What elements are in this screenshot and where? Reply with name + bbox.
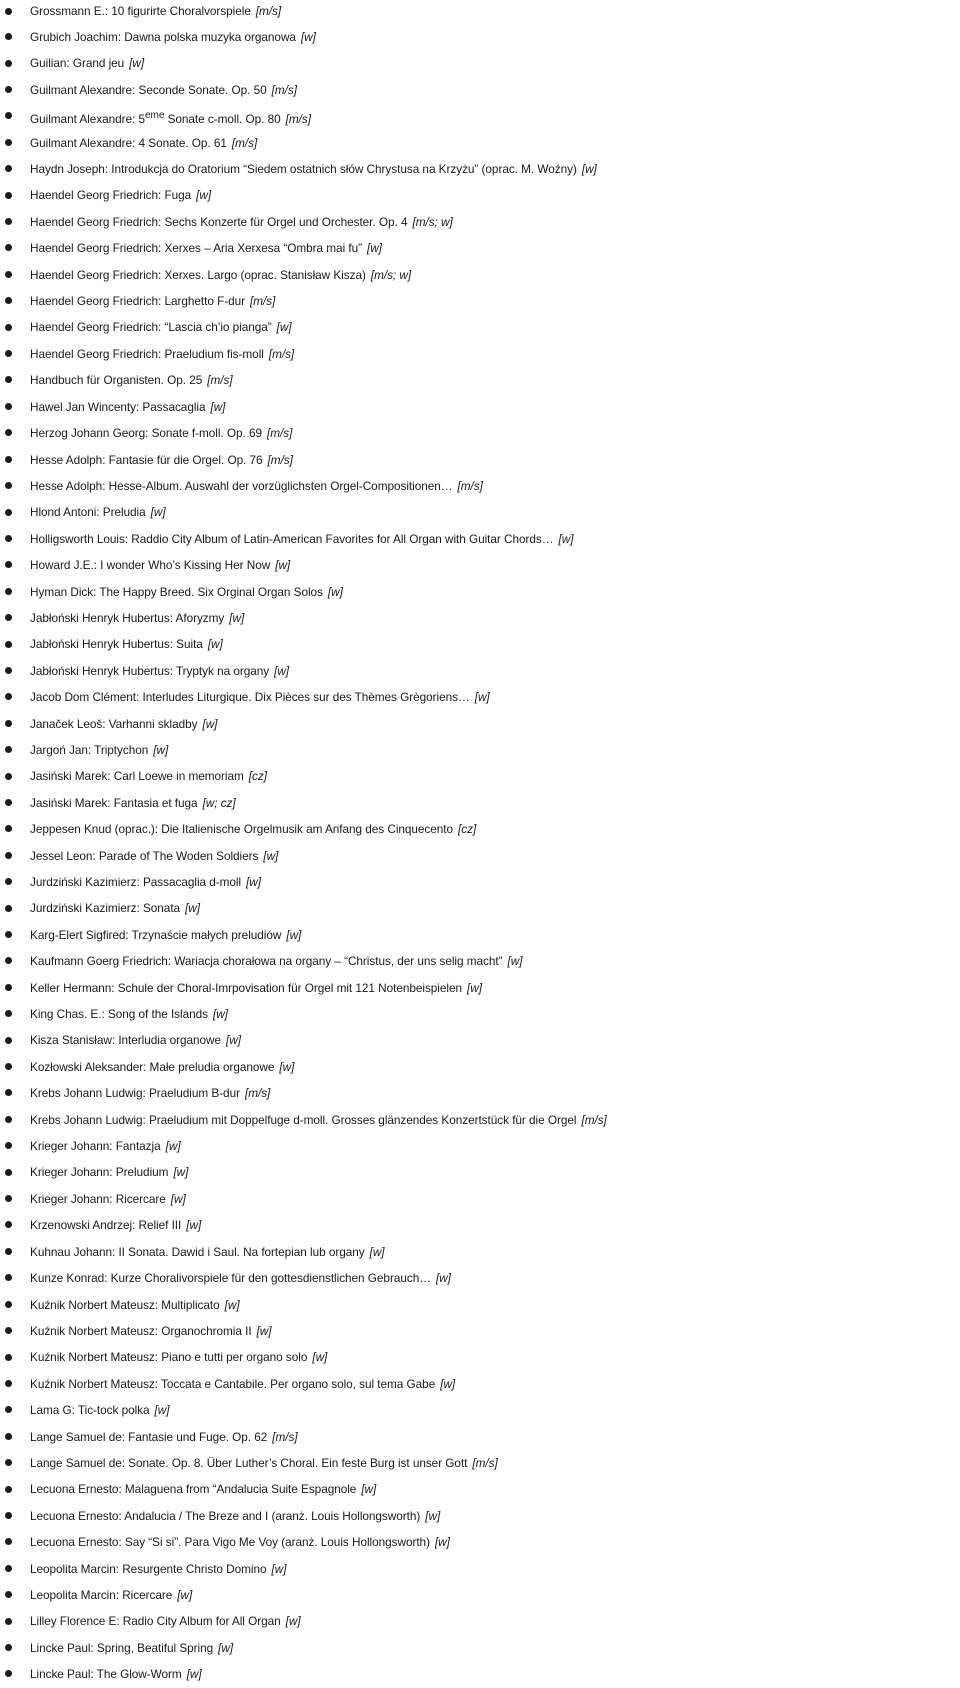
entry-title: Haendel Georg Friedrich: Larghetto F-dur	[30, 294, 246, 309]
entry-title: Leopolita Marcin: Resurgente Christo Domino	[30, 1561, 267, 1576]
entry-title: Krzenowski Andrzej: Relief III	[30, 1218, 182, 1233]
bullet-icon	[5, 641, 12, 648]
bullet-icon	[5, 1618, 12, 1625]
bullet-icon	[5, 324, 12, 331]
entry-title: Krebs Johann Ludwig: Praeludium B-dur	[30, 1086, 240, 1101]
entry-title: Jargoń Jan: Triptychon	[30, 742, 149, 757]
entry-title: Haendel Georg Friedrich: “Lascia ch’io pianga”	[30, 320, 272, 335]
list-item	[0, 314, 960, 340]
entry-title: Lange Samuel de: Fantasie und Fuge. Op. 62	[30, 1429, 268, 1444]
list-item	[0, 394, 960, 420]
list-item	[0, 1556, 960, 1582]
entry-format-tag: [m/s]	[457, 478, 483, 493]
entry-title: Lecuona Ernesto: Andalucia / The Breze and I (aranż. Louis Hollongsworth)	[30, 1508, 421, 1523]
bullet-icon	[5, 1327, 12, 1334]
entry-title: Lincke Paul: Spring, Beatiful Spring	[30, 1640, 214, 1655]
entry-format-tag: [w]	[186, 1218, 202, 1233]
list-item	[0, 684, 960, 710]
entry-format-tag: [w; cz]	[202, 795, 236, 810]
list-item	[0, 1529, 960, 1555]
list-item	[0, 77, 960, 103]
entry-format-tag: [w]	[224, 1297, 240, 1312]
list-item	[0, 1186, 960, 1212]
entry-format-tag: [w]	[129, 56, 145, 71]
bullet-icon	[5, 1195, 12, 1202]
bullet-icon	[5, 799, 12, 806]
list-item	[0, 1054, 960, 1080]
list-item	[0, 843, 960, 869]
bullet-icon	[5, 297, 12, 304]
bullet-icon	[5, 773, 12, 780]
entry-format-tag: [w]	[366, 241, 382, 256]
entry-format-tag: [w]	[440, 1376, 456, 1391]
list-item	[0, 1318, 960, 1344]
entry-title: Jabłoński Henryk Hubertus: Tryptyk na organy	[30, 663, 270, 678]
list-item	[0, 526, 960, 552]
bullet-icon	[5, 244, 12, 251]
entry-format-tag: [m/s]	[271, 82, 297, 97]
entry-format-tag: [m/s]	[272, 1429, 298, 1444]
entry-format-tag: [m/s]	[285, 112, 311, 127]
bullet-icon	[5, 1169, 12, 1176]
list-item	[0, 262, 960, 288]
entry-format-tag: [w]	[202, 716, 218, 731]
bullet-icon	[5, 720, 12, 727]
list-item	[0, 1582, 960, 1608]
bullet-icon	[5, 746, 12, 753]
list-item	[0, 367, 960, 393]
entry-title: Kuźnik Norbert Mateusz: Organochromia II	[30, 1323, 252, 1338]
list-item	[0, 235, 960, 261]
bullet-icon	[5, 1459, 12, 1466]
entry-format-tag: [cz]	[458, 822, 477, 837]
entry-title: Jurdziński Kazimierz: Sonata	[30, 901, 181, 916]
entry-format-tag: [w]	[153, 742, 169, 757]
list-item	[0, 130, 960, 156]
bullet-icon	[5, 1063, 12, 1070]
entry-title: Guilmant Alexandre: 5	[30, 112, 146, 127]
entry-format-tag: [w]	[276, 320, 292, 335]
list-item	[0, 24, 960, 50]
entry-title: Krebs Johann Ludwig: Praeludium mit Doppelfuge d-moll. Grosses glänzendes Konzertstück für die Orgel	[30, 1112, 577, 1127]
entry-title: Haendel Georg Friedrich: Xerxes – Aria Xerxesa “Ombra mai fu”	[30, 241, 362, 256]
entry-title: Guilmant Alexandre: 4 Sonate. Op. 61	[30, 135, 227, 150]
entry-format-tag: [w]	[275, 558, 291, 573]
entry-title: Guilmant Alexandre: Seconde Sonate. Op. 50	[30, 82, 267, 97]
bullet-icon	[5, 1010, 12, 1017]
entry-format-tag: [m/s]	[207, 373, 233, 388]
bullet-icon	[5, 1248, 12, 1255]
entry-title: Kunze Konrad: Kurze Choralivorspiele für den gottesdienstlichen Gebrauch…	[30, 1271, 431, 1286]
entry-format-tag: [m/s]	[250, 294, 276, 309]
bullet-icon	[5, 403, 12, 410]
entry-title: Haendel Georg Friedrich: Sechs Konzerte für Orgel und Orchester. Op. 4	[30, 214, 408, 229]
list-item	[0, 605, 960, 631]
bullet-icon	[5, 1591, 12, 1598]
bullet-icon	[5, 1433, 12, 1440]
entry-format-tag: [m/s]	[267, 426, 293, 441]
bullet-icon	[5, 984, 12, 991]
entry-title: Kaufmann Goerg Friedrich: Wariacja chorałowa na organy – “Christus, der uns selig macht”	[30, 954, 503, 969]
entry-title: Jessel Leon: Parade of The Woden Soldiers	[30, 848, 259, 863]
entry-format-tag: [w]	[185, 901, 200, 916]
entry-format-tag: [w]	[435, 1271, 451, 1286]
list-item	[0, 579, 960, 605]
list-item	[0, 156, 960, 182]
bullet-icon	[5, 693, 12, 700]
entry-title: Jabłoński Henryk Hubertus: Aforyzmy	[30, 610, 225, 625]
list-item	[0, 1001, 960, 1027]
entry-title: Jabłoński Henryk Hubertus: Suita	[30, 637, 203, 652]
entry-title: Kisza Stanisław: Interludia organowe	[30, 1033, 221, 1048]
entry-format-tag: [m/s]	[231, 135, 258, 150]
entry-format-tag: [w]	[226, 1033, 241, 1048]
bullet-icon	[5, 1670, 12, 1677]
list-item	[0, 1371, 960, 1397]
entry-format-tag: [m/s]	[267, 452, 293, 467]
entry-format-tag: [w]	[507, 954, 523, 969]
bullet-icon	[5, 1538, 12, 1545]
bullet-icon	[5, 1406, 12, 1413]
entry-title: Jasiński Marek: Carl Loewe in memoriam	[30, 769, 244, 784]
entry-format-tag: [w]	[210, 399, 226, 414]
list-item	[0, 473, 960, 499]
entry-title: Holligsworth Louis: Raddio City Album of Latin-American Favorites for All Organ with Guitar Chords…	[30, 531, 554, 546]
bullet-icon	[5, 667, 12, 674]
entry-format-tag: [w]	[263, 848, 279, 863]
entry-format-tag: [w]	[186, 1667, 202, 1682]
entry-title: Kuhnau Johann: II Sonata. Dawid i Saul. Na fortepian lub organy	[30, 1244, 365, 1259]
entry-title: Grossmann E.: 10 figurirte Choralvorspiele	[30, 4, 251, 18]
entry-format-tag: [w]	[212, 1007, 228, 1022]
entry-format-tag: [w]	[369, 1244, 385, 1259]
entry-title: Grubich Joachim: Dawna polska muzyka organowa	[30, 30, 296, 44]
entry-title-continued: Sonate c-moll. Op. 80	[164, 112, 281, 127]
entry-title: Krieger Johann: Preludium	[30, 1165, 169, 1180]
entry-title: Haendel Georg Friedrich: Xerxes. Largo (oprac. Stanisław Kisza)	[30, 267, 366, 282]
entry-title: Lilley Florence E: Radio City Album for All Organ	[30, 1614, 281, 1629]
list-item	[0, 1397, 960, 1423]
list-item	[0, 763, 960, 789]
bullet-icon	[5, 1274, 12, 1281]
list-item	[0, 711, 960, 737]
list-item	[0, 1027, 960, 1053]
bullet-icon	[5, 192, 12, 199]
list-item	[0, 1424, 960, 1450]
entry-format-tag: [cz]	[248, 769, 267, 784]
entry-superscript: eme	[145, 110, 165, 122]
entry-format-tag: [m/s; w]	[370, 267, 412, 282]
entry-format-tag: [w]	[218, 1640, 234, 1655]
entry-title: Haendel Georg Friedrich: Fuga	[30, 188, 192, 203]
list-item	[0, 658, 960, 684]
list-item	[0, 948, 960, 974]
entry-title: Lecuona Ernesto: Say “Si si”. Para Vigo Me Voy (aranż. Louis Hollongsworth)	[30, 1535, 430, 1550]
list-item	[0, 552, 960, 578]
list-item	[0, 499, 960, 525]
list-item	[0, 420, 960, 446]
bullet-icon	[5, 825, 12, 832]
entry-title: Leopolita Marcin: Ricercare	[30, 1587, 173, 1602]
entry-format-tag: [w]	[165, 1139, 181, 1154]
entry-title: Handbuch für Organisten. Op. 25	[30, 373, 203, 388]
entry-title: Kuźnik Norbert Mateusz: Piano e tutti per organo solo	[30, 1350, 308, 1365]
list-item	[0, 1265, 960, 1291]
entry-title: Haendel Georg Friedrich: Praeludium fis-moll	[30, 346, 264, 361]
list-item	[0, 209, 960, 235]
entry-format-tag: [w]	[170, 1191, 186, 1206]
list-item	[0, 1608, 960, 1634]
entry-title: Kuźnik Norbert Mateusz: Multiplicato	[30, 1297, 220, 1312]
entry-title: Jacob Dom Clément: Interludes Liturgique. Dix Pièces sur des Thèmes Grègoriens…	[30, 690, 470, 705]
entry-format-tag: [w]	[154, 1403, 170, 1418]
list-item	[0, 103, 960, 129]
list-item	[0, 182, 960, 208]
entry-title: Lama G: Tic-tock polka	[30, 1403, 150, 1418]
entry-format-tag: [w]	[425, 1508, 441, 1523]
list-item	[0, 737, 960, 763]
bullet-icon	[5, 931, 12, 938]
list-item	[0, 288, 960, 314]
bullet-icon	[5, 1644, 12, 1651]
entry-format-tag: [m/s]	[581, 1112, 607, 1127]
bullet-icon	[5, 482, 12, 489]
entry-title: Lange Samuel de: Sonate. Op. 8. Über Luther’s Choral. Ein feste Burg ist unser Gott	[30, 1455, 468, 1470]
entry-format-tag: [m/s]	[472, 1455, 498, 1470]
entry-title: Hlond Antoni: Preludia	[30, 505, 146, 520]
entry-format-tag: [w]	[246, 875, 262, 889]
entry-format-tag: [w]	[474, 690, 490, 705]
list-item	[0, 1476, 960, 1502]
bullet-icon	[5, 165, 12, 172]
entry-format-tag: [w]	[196, 188, 212, 203]
entry-title: Hesse Adolph: Fantasie für die Orgel. Op. 76	[30, 452, 263, 467]
entry-format-tag: [w]	[312, 1350, 328, 1365]
entry-title: Jasiński Marek: Fantasia et fuga	[30, 795, 198, 810]
entry-format-tag: [w]	[467, 980, 482, 995]
entry-format-tag: [w]	[271, 1561, 287, 1576]
list-item	[0, 816, 960, 842]
list-item	[0, 1635, 960, 1661]
entry-title: Keller Hermann: Schule der Choral-Imrpovisation für Orgel mit 121 Notenbeispielen	[30, 980, 462, 995]
bullet-icon	[5, 139, 12, 146]
entry-format-tag: [w]	[558, 531, 574, 546]
list-item	[0, 1661, 960, 1687]
entry-title: Kozłowski Aleksander: Małe preludia organowe	[30, 1059, 275, 1074]
bullet-icon	[5, 1037, 12, 1044]
entry-title: Lincke Paul: The Glow-Worm	[30, 1667, 182, 1682]
bullet-icon	[5, 1512, 12, 1519]
bullet-icon	[5, 1301, 12, 1308]
bullet-icon	[5, 561, 12, 568]
bullet-icon	[5, 878, 12, 885]
list-item	[0, 1292, 960, 1318]
bullet-icon	[5, 852, 12, 859]
bullet-icon	[5, 60, 12, 67]
entry-format-tag: [w]	[177, 1587, 193, 1602]
entry-title: Krieger Johann: Fantazja	[30, 1139, 161, 1154]
entry-format-tag: [w]	[300, 30, 316, 44]
bullet-icon	[5, 350, 12, 357]
entry-title: Jeppesen Knud (oprac.): Die Italienische Orgelmusik am Anfang des Cinquecento	[30, 822, 454, 837]
list-item	[0, 922, 960, 948]
entry-format-tag: [m/s]	[255, 4, 282, 18]
bullet-icon	[5, 614, 12, 621]
bullet-icon	[5, 957, 12, 964]
bullet-icon	[5, 905, 12, 912]
list-item	[0, 447, 960, 473]
bullet-icon	[5, 33, 12, 40]
entry-format-tag: [m/s]	[244, 1086, 271, 1101]
list-item	[0, 1159, 960, 1185]
bullet-icon	[5, 456, 12, 463]
entry-title: Jurdziński Kazimierz: Passacaglia d-moll	[30, 875, 242, 889]
list-item	[0, 50, 960, 76]
entry-format-tag: [w]	[327, 584, 343, 599]
entry-format-tag: [w]	[256, 1323, 272, 1338]
list-item	[0, 895, 960, 921]
bullet-icon	[5, 112, 12, 119]
list-item	[0, 1450, 960, 1476]
list-item	[0, 869, 960, 895]
entry-format-tag: [w]	[286, 927, 302, 942]
entry-title: Lecuona Ernesto: Malaguena from “Andalucia Suite Espagnole	[30, 1482, 357, 1497]
bullet-icon	[5, 271, 12, 278]
bullet-icon	[5, 535, 12, 542]
bullet-icon	[5, 1142, 12, 1149]
list-item	[0, 1503, 960, 1529]
entry-format-tag: [w]	[173, 1165, 189, 1180]
entry-title: Janaček Leoš: Varhanni skladby	[30, 716, 198, 731]
list-item	[0, 0, 960, 24]
entry-format-tag: [w]	[285, 1614, 301, 1629]
entry-title: Karg-Elert Sigfired: Trzynaście małych preludiów	[30, 927, 282, 942]
bullet-icon	[5, 1354, 12, 1361]
list-item	[0, 341, 960, 367]
entry-format-tag: [w]	[229, 610, 245, 625]
entry-title: Herzog Johann Georg: Sonate f-moll. Op. 69	[30, 426, 263, 441]
entry-format-tag: [w]	[434, 1535, 450, 1550]
entry-title: Hawel Jan Wincenty: Passacaglia	[30, 399, 206, 414]
list-item	[0, 1344, 960, 1370]
entry-title: Guilian: Grand jeu	[30, 56, 125, 71]
entry-format-tag: [m/s]	[268, 346, 295, 361]
bullet-icon	[5, 429, 12, 436]
list-item	[0, 1212, 960, 1238]
bullet-icon	[5, 588, 12, 595]
entry-format-tag: [w]	[279, 1059, 295, 1074]
entry-title: Hyman Dick: The Happy Breed. Six Orginal Organ Solos	[30, 584, 323, 599]
list-item	[0, 790, 960, 816]
entry-format-tag: [w]	[150, 505, 166, 520]
list-item	[0, 1133, 960, 1159]
bullet-icon	[5, 1565, 12, 1572]
entry-format-tag: [w]	[274, 663, 290, 678]
entry-title: Krieger Johann: Ricercare	[30, 1191, 166, 1206]
list-item	[0, 1080, 960, 1106]
bullet-icon	[5, 1486, 12, 1493]
entry-format-tag: [w]	[581, 162, 597, 177]
bullet-icon	[5, 8, 12, 15]
list-item	[0, 1107, 960, 1133]
entry-format-tag: [m/s; w]	[412, 214, 453, 229]
list-item	[0, 631, 960, 657]
bullet-icon	[5, 1116, 12, 1123]
bullet-icon	[5, 1089, 12, 1096]
bullet-icon	[5, 86, 12, 93]
list-item	[0, 975, 960, 1001]
entry-title: Kuźnik Norbert Mateusz: Toccata e Cantabile. Per organo solo, sul tema Gabe	[30, 1376, 436, 1391]
entry-format-tag: [w]	[361, 1482, 377, 1497]
entry-title: King Chas. E.: Song of the Islands	[30, 1007, 208, 1022]
entry-format-tag: [w]	[207, 637, 223, 652]
bullet-icon	[5, 1221, 12, 1228]
bullet-icon	[5, 218, 12, 225]
bullet-icon	[5, 376, 12, 383]
bullet-icon	[5, 509, 12, 516]
entry-title: Haydn Joseph: Introdukcja do Oratorium “Siedem ostatnich słów Chrystusa na Krzyżu” (oprac. M. Woźny)	[30, 162, 577, 177]
entry-title: Hesse Adolph: Hesse-Album. Auswahl der vorzüglichsten Orgel-Compositionen…	[30, 478, 453, 493]
list-item	[0, 1239, 960, 1265]
entry-title: Howard J.E.: I wonder Who’s Kissing Her Now	[30, 558, 271, 573]
bullet-icon	[5, 1380, 12, 1387]
